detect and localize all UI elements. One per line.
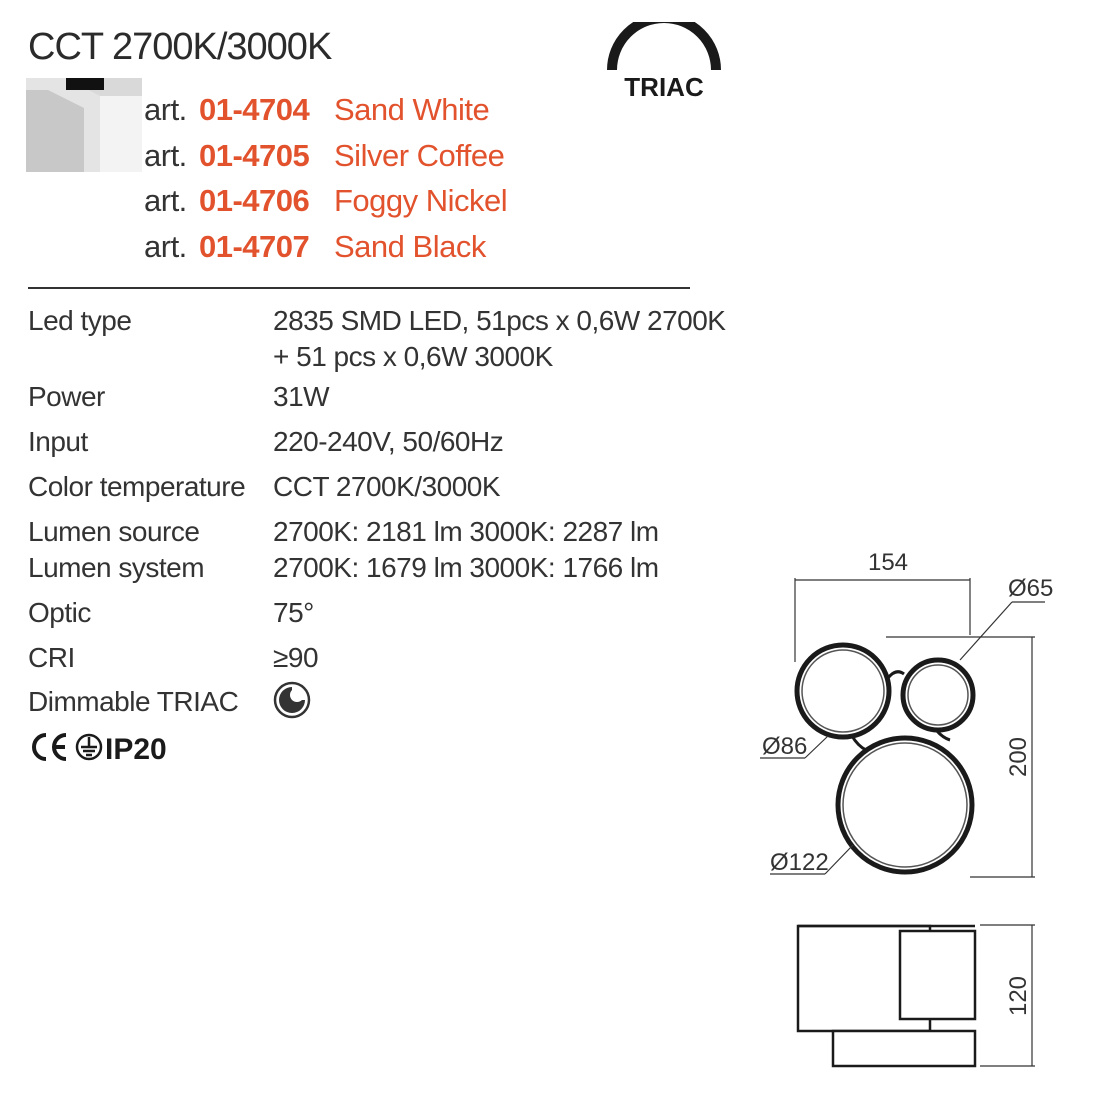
article-row <box>144 183 508 223</box>
spec-value: 2700K: 1679 lm 3000K: 1766 lm <box>273 552 659 583</box>
article-row <box>144 92 490 132</box>
technical-drawing <box>740 540 1080 1080</box>
spec-label: Input <box>28 426 88 457</box>
spec-value: 31W <box>273 381 330 412</box>
spec-label: Led type <box>28 305 132 336</box>
spec-value: 75° <box>273 597 314 628</box>
ce-mark-icon <box>34 735 66 759</box>
article-name: Foggy Nickel <box>334 183 508 218</box>
dimension-diameter-large: Ø122 <box>770 849 829 876</box>
dimension-width: 154 <box>867 549 909 576</box>
spec-label: CRI <box>28 642 75 673</box>
ip-rating: IP20 <box>105 733 167 764</box>
spec-value-continued: + 51 pcs x 0,6W 3000K <box>273 341 553 372</box>
divider <box>28 287 690 289</box>
spec-label: Power <box>28 381 105 412</box>
certification-marks <box>28 730 178 764</box>
triac-arc-icon <box>600 22 730 102</box>
spec-label: Lumen system <box>28 552 205 583</box>
article-name: Silver Coffee <box>334 138 505 173</box>
profile-section-icon <box>26 78 142 172</box>
dimension-height: 200 <box>1005 736 1032 778</box>
article-code: 01-4704 <box>199 92 310 127</box>
spec-label: Optic <box>28 597 91 628</box>
spec-value: CCT 2700K/3000K <box>273 471 501 502</box>
triac-logo-label: TRIAC <box>624 72 704 102</box>
article-code: 01-4705 <box>199 138 310 173</box>
spec-label: Lumen source <box>28 516 200 547</box>
earth-ground-icon <box>77 735 101 759</box>
article-name: Sand Black <box>334 229 486 264</box>
article-row <box>144 138 505 178</box>
triac-logo <box>600 22 730 102</box>
dimension-diameter-small: Ø65 <box>1008 575 1054 602</box>
article-name: Sand White <box>334 92 490 127</box>
article-code: 01-4706 <box>199 183 310 218</box>
spec-value: 2700K: 2181 lm 3000K: 2287 lm <box>273 516 659 547</box>
spec-value: ≥90 <box>273 642 319 673</box>
spec-value: 220-240V, 50/60Hz <box>273 426 504 457</box>
spec-value: 2835 SMD LED, 51pcs x 0,6W 2700K <box>273 305 726 336</box>
dimension-depth: 120 <box>1005 975 1032 1017</box>
spec-label: Color temperature <box>28 471 246 502</box>
article-prefix: art. <box>144 138 187 173</box>
spec-label: Dimmable TRIAC <box>28 686 239 717</box>
article-prefix: art. <box>144 92 187 127</box>
dimmable-icon <box>272 680 312 720</box>
article-prefix: art. <box>144 183 187 218</box>
dimension-diameter-medium: Ø86 <box>762 733 808 760</box>
page-title: CCT 2700K/3000K <box>28 26 332 68</box>
article-prefix: art. <box>144 229 187 264</box>
article-row <box>144 229 486 269</box>
article-code: 01-4707 <box>199 229 310 264</box>
